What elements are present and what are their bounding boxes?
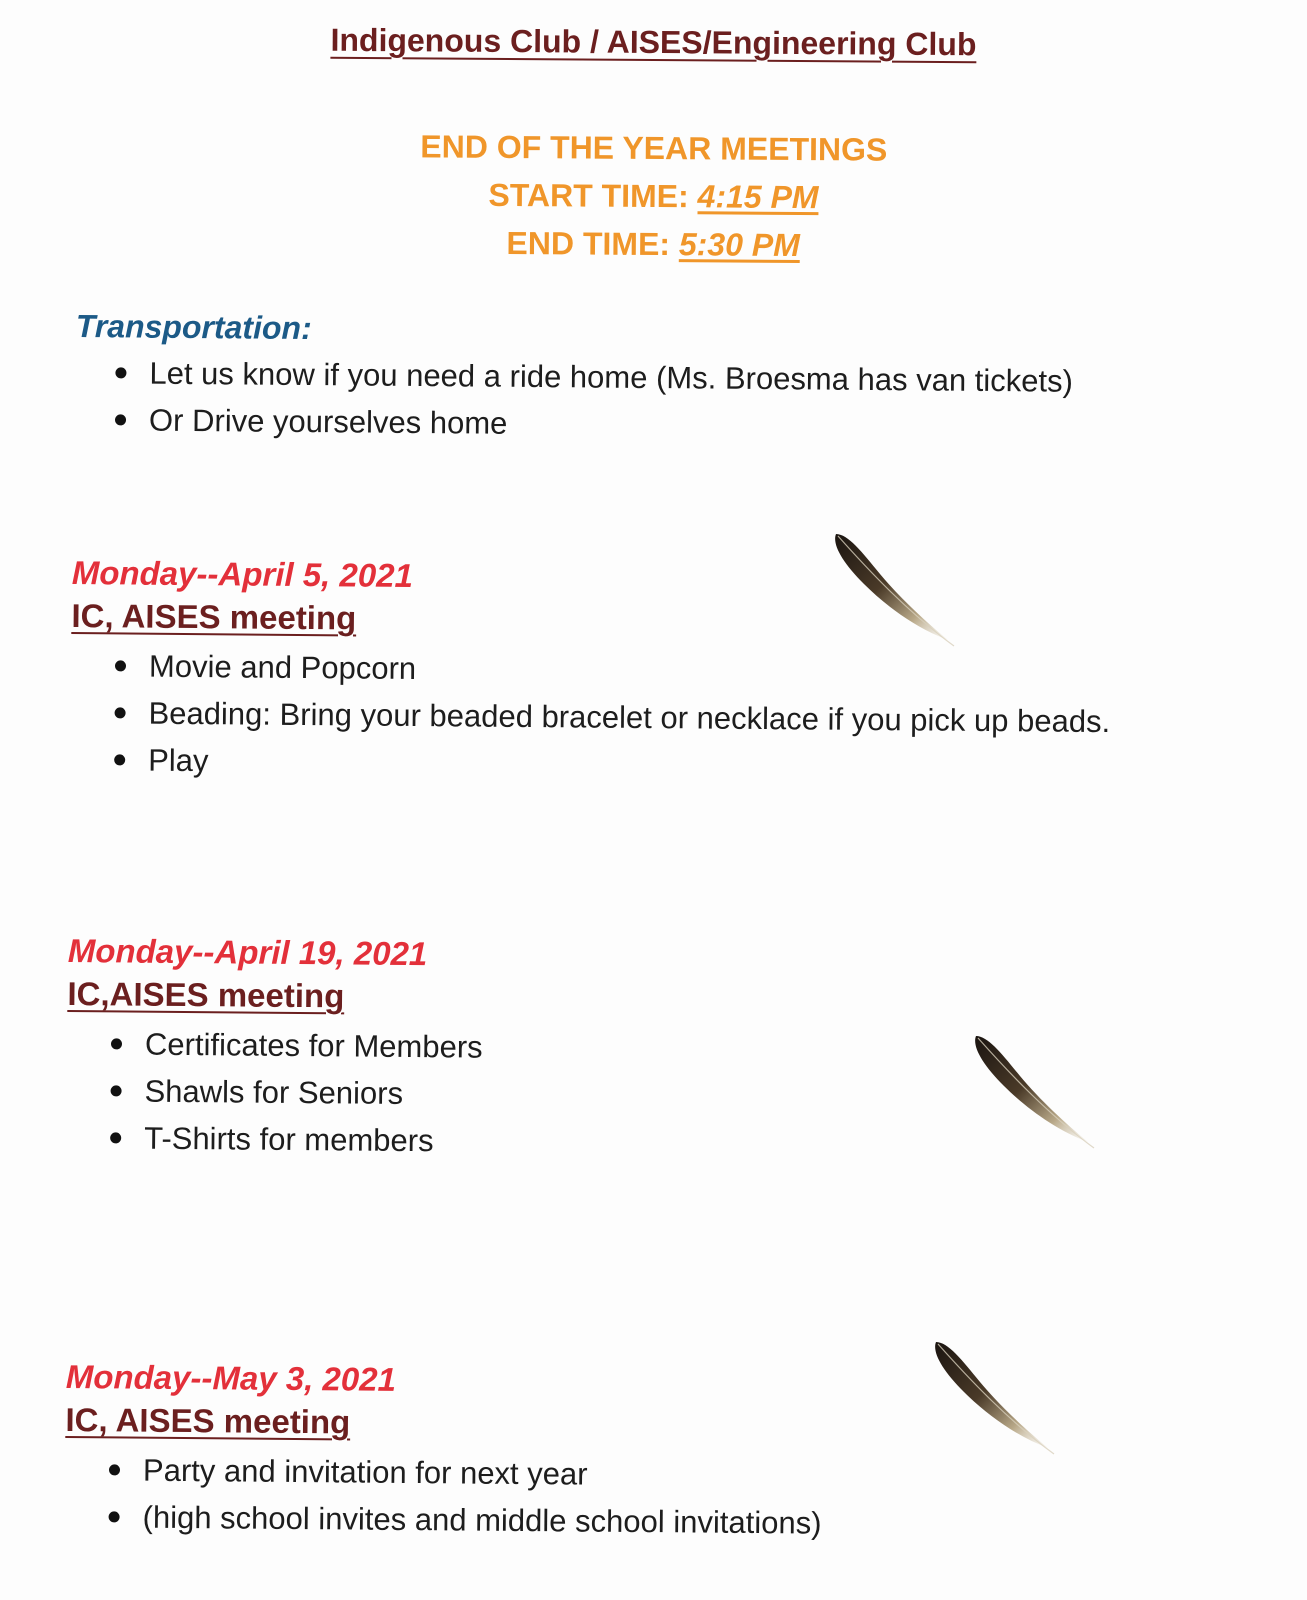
meetings-heading: END OF THE YEAR MEETINGS: [420, 128, 888, 168]
list-item: Play: [114, 736, 1110, 792]
list-item: Certificates for Members: [111, 1020, 483, 1070]
meeting-schedule: [0, 119, 1307, 272]
club-title: Indigenous Club / AISES/Engineering Club: [330, 21, 977, 63]
list-item: Let us know if you need a ride home (Ms. Broesma has van tickets): [115, 349, 1073, 404]
transportation-section: [75, 308, 1074, 452]
meeting-title: IC, AISES meeting: [71, 596, 357, 637]
start-time-value: 4:15 PM: [697, 178, 819, 216]
list-item: Beading: Bring your beaded bracelet or necklace if you pick up beads.: [114, 689, 1110, 745]
meeting-section-april-19: [66, 930, 484, 1165]
end-time-line: [0, 215, 1307, 272]
end-time-value: 5:30 PM: [678, 226, 800, 264]
transportation-heading: Transportation:: [75, 308, 312, 347]
transportation-list: [75, 349, 1073, 452]
meeting-date: Monday--May 3, 2021: [65, 1357, 397, 1398]
meeting-section-may-3: [64, 1356, 822, 1547]
feather-icon: [830, 528, 960, 653]
meeting-items: [64, 1446, 822, 1547]
feather-icon: [930, 1336, 1060, 1461]
list-item: Party and invitation for next year: [109, 1446, 822, 1499]
meeting-items: [66, 1020, 483, 1165]
meeting-items: [70, 642, 1111, 792]
start-time-label: START TIME:: [488, 176, 689, 215]
list-item: Movie and Popcorn: [115, 642, 1111, 698]
meeting-date: Monday--April 5, 2021: [71, 553, 414, 594]
list-item: Shawls for Seniors: [110, 1067, 482, 1117]
meeting-date: Monday--April 19, 2021: [67, 931, 428, 973]
feather-icon: [970, 1030, 1100, 1155]
meeting-title: IC,AISES meeting: [67, 974, 345, 1015]
list-item: Or Drive yourselves home: [115, 396, 1073, 451]
meeting-title: IC, AISES meeting: [65, 1400, 351, 1441]
list-item: T-Shirts for members: [110, 1114, 482, 1164]
list-item: (high school invites and middle school invitations): [108, 1493, 821, 1546]
end-time-label: END TIME:: [506, 224, 671, 263]
